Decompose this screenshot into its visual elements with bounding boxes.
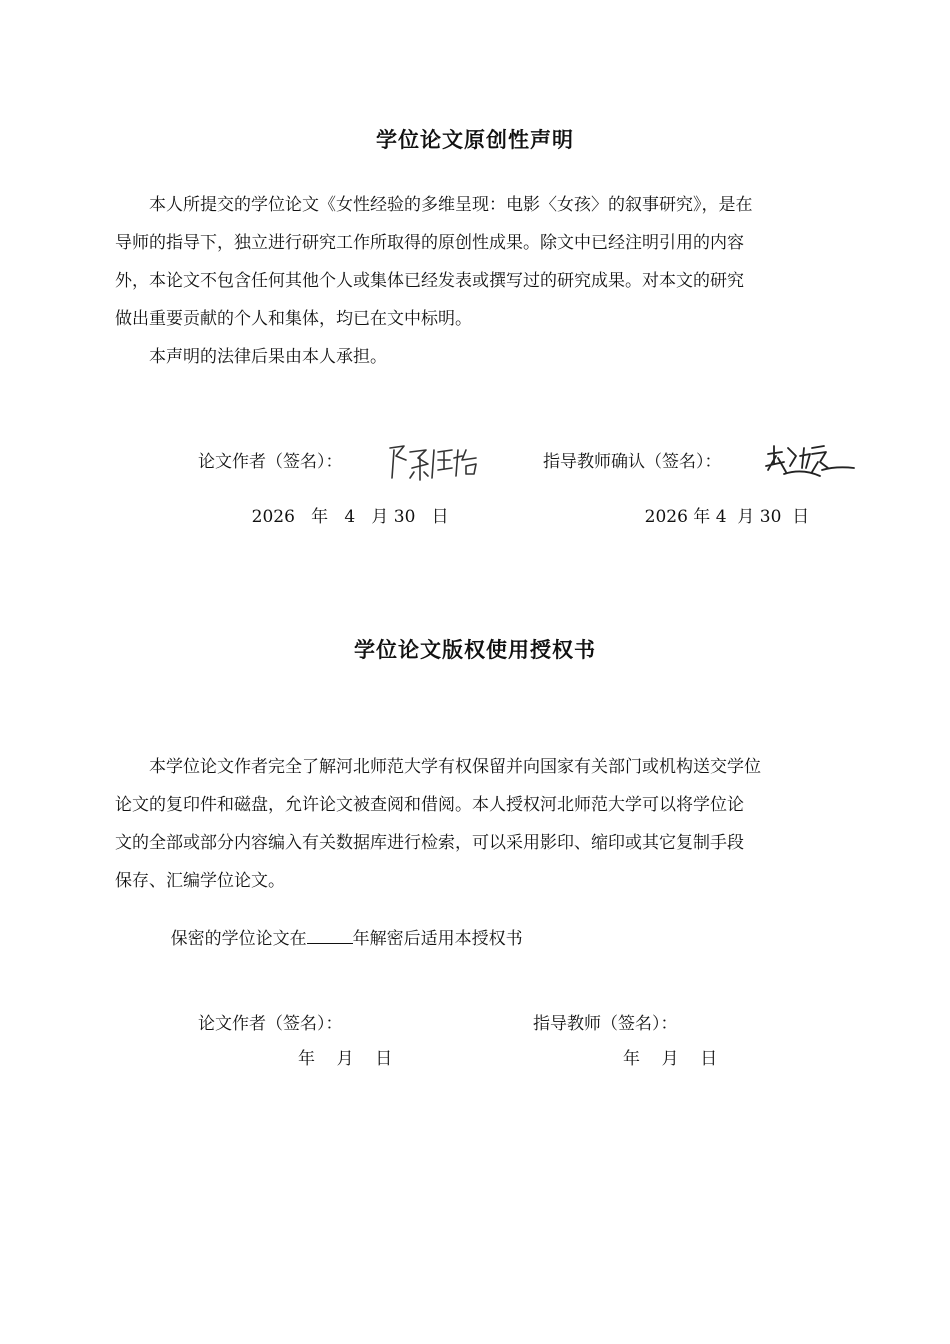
advisor-blank-year: 年 <box>623 1049 640 1069</box>
authorization-para2-before: 保密的学位论文在 <box>170 929 307 949</box>
declaration-para1-line1: 本人所提交的学位论文《女性经验的多维呈现：电影〈女孩〉的叙事研究》，是在 <box>149 195 753 215</box>
author-date-day-unit: 日 <box>431 507 449 527</box>
declaration-title: 学位论文原创性声明 <box>376 128 574 152</box>
author-blank-year: 年 <box>298 1049 315 1069</box>
author-date-month: 4 <box>344 507 356 527</box>
author-date-day: 30 <box>393 507 416 527</box>
author-blank-month: 月 <box>336 1049 354 1069</box>
authorization-para2-after: 年解密后适用本授权书 <box>352 929 523 949</box>
advisor-blank-month: 月 <box>661 1049 679 1069</box>
author-date-year: 2026 <box>251 507 295 527</box>
advisor-date-day: 30 <box>759 507 782 527</box>
advisor-date-year-unit: 年 <box>693 507 711 527</box>
authorization-advisor-label: 指导教师（签名）： <box>533 1014 678 1034</box>
declaration-para1-line2: 导师的指导下，独立进行研究工作所取得的原创性成果。除文中已经注明引用的内容 <box>115 233 744 253</box>
author-date-month-unit: 月 <box>371 507 389 527</box>
authorization-para1-line2: 论文的复印件和磁盘，允许论文被查阅和借阅。本人授权河北师范大学可以将学位论 <box>115 795 744 815</box>
declaration-para1-line4: 做出重要贡献的个人和集体，均已在文中标明。 <box>115 309 472 329</box>
declaration-author-date <box>230 482 449 547</box>
author-signature-image <box>382 438 482 486</box>
declaration-para2: 本声明的法律后果由本人承担。 <box>149 347 387 367</box>
authorization-author-label: 论文作者（签名）： <box>198 1014 343 1034</box>
declaration-advisor-label: 指导教师确认（签名）： <box>543 452 722 472</box>
authorization-para1-line3: 文的全部或部分内容编入有关数据库进行检索，可以采用影印、缩印或其它复制手段 <box>115 833 744 853</box>
advisor-blank-day: 日 <box>700 1049 718 1069</box>
declaration-advisor-date <box>623 482 809 547</box>
author-date-year-unit: 年 <box>311 507 329 527</box>
declaration-author-label: 论文作者（签名）： <box>198 452 343 472</box>
advisor-signature-image <box>762 438 857 482</box>
authorization-para2 <box>149 904 523 969</box>
advisor-date-day-unit: 日 <box>792 507 810 527</box>
confidential-years-blank <box>307 929 353 944</box>
advisor-date-year: 2026 <box>644 507 688 527</box>
authorization-author-date <box>298 1044 392 1069</box>
declaration-para1-line3: 外，本论文不包含任何其他个人或集体已经发表或撰写过的研究成果。对本文的研究 <box>115 271 744 291</box>
authorization-para1-line1: 本学位论文作者完全了解河北师范大学有权保留并向国家有关部门或机构送交学位 <box>149 757 761 777</box>
authorization-advisor-date <box>623 1044 717 1069</box>
authorization-para1-line4: 保存、汇编学位论文。 <box>115 871 285 891</box>
advisor-date-month-unit: 月 <box>737 507 755 527</box>
author-blank-day: 日 <box>375 1049 393 1069</box>
advisor-date-month: 4 <box>715 507 727 527</box>
authorization-title: 学位论文版权使用授权书 <box>354 638 596 662</box>
